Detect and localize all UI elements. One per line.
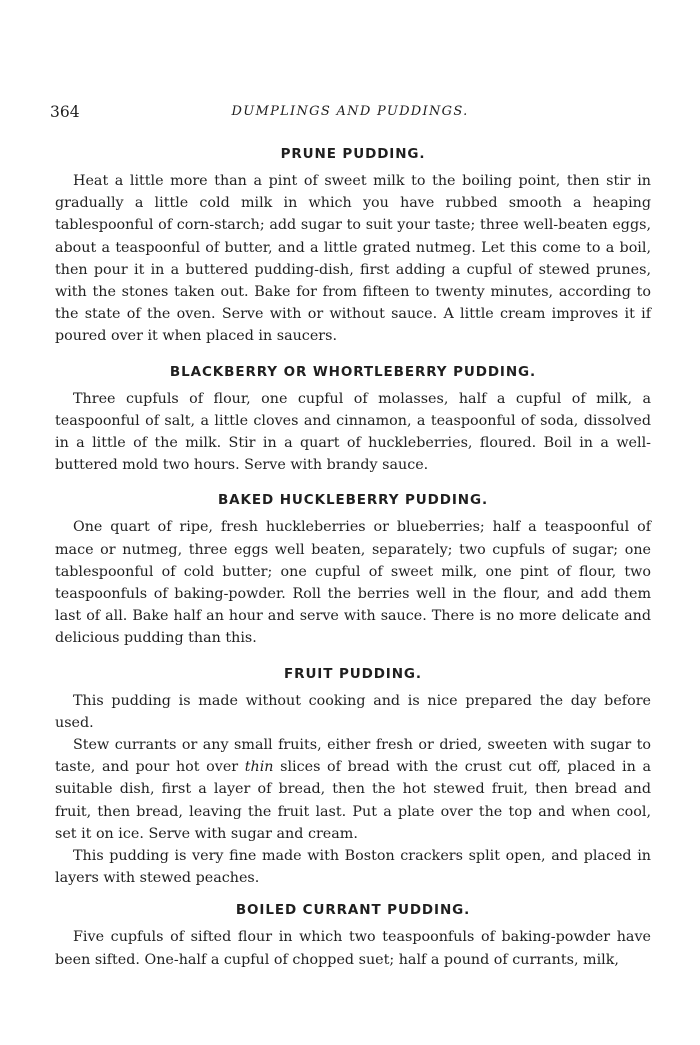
recipe-paragraph: Heat a little more than a pint of sweet milk to the boiling point, then stir in gradually a little cold milk in which you have rubbed smooth a heaping tablespoonful of corn-starch; add sugar to suit your taste; three well-beaten eggs, about a teaspoonful of butter, and a little grated nutmeg. Let this come to a boil, then pour it in a buttered pudding-dish, first adding a cupful of stewed prunes, with the stones taken out. Bake for from fifteen to twenty minutes, according to the state of the oven. Serve with or without sauce. A little cream improves it if poured over it when placed in saucers.	[55, 173, 651, 345]
recipe-prune-pudding	[55, 146, 651, 348]
running-head: DUMPLINGS AND PUDDINGS.	[231, 104, 469, 119]
recipe-baked-huckleberry-pudding	[55, 492, 651, 649]
recipe-paragraph: This pudding is very fine made with Boston crackers split open, and placed in layers with stewed peaches.	[55, 848, 651, 887]
recipe-paragraph	[55, 734, 651, 845]
recipe-title: BAKED HUCKLEBERRY PUDDING.	[217, 492, 489, 509]
text-run: slices of bread with the crust cut off, placed in a suitable dish, first a layer of bread, then the hot stewed fruit, then bread and fruit, then bread, leaving the fruit last. Put a plate over the top and when cool, set it on ice. Serve with sugar and cream.	[55, 759, 651, 842]
page-number: 364	[50, 103, 80, 121]
italic-word: thin	[244, 759, 274, 776]
recipe-fruit-pudding	[55, 666, 651, 890]
recipe-blackberry-pudding	[55, 364, 651, 477]
recipe-title: FRUIT PUDDING.	[284, 665, 422, 682]
recipe-boiled-currant-pudding	[55, 902, 651, 970]
recipe-paragraph: Three cupfuls of flour, one cupful of molasses, half a cupful of milk, a teaspoonful of salt, a little cloves and cinnamon, a teaspoonful of soda, dissolved in a little of the milk. Stir in a quart of huckleberries, floured. Boil in a well-buttered mold two hours. Serve with brandy sauce.	[55, 390, 651, 474]
recipe-title: BOILED CURRANT PUDDING.	[235, 902, 471, 919]
recipe-paragraph: This pudding is made without cooking and is nice prepared the day before used.	[55, 692, 651, 731]
text-run: Stew currants or any small fruits, either fresh or dried, sweeten with sugar to taste, and pour hot over	[55, 737, 651, 776]
section-spacer	[55, 348, 651, 364]
recipe-paragraph: Five cupfuls of sifted flour in which two teaspoonfuls of baking-powder have been sifted. One-half a cupful of chopped suet; half a pound of currants, milk,	[55, 929, 651, 968]
section-spacer	[55, 476, 651, 492]
section-spacer	[55, 889, 651, 902]
recipe-title: BLACKBERRY OR WHORTLEBERRY PUDDING.	[169, 363, 537, 380]
page-header	[50, 103, 650, 127]
recipe-paragraph: One quart of ripe, fresh huckleberries or blueberries; half a teaspoonful of mace or nutmeg, three eggs well beaten, separately; two cupfuls of sugar; one tablespoonful of cold butter; one cupful of sweet milk, one pint of flour, two teaspoonfuls of baking-powder. Roll the berries well in the flour, and add them last of all. Bake half an hour and serve with sauce. There is no more delicate and delicious pudding than this.	[55, 519, 651, 647]
page-body	[55, 146, 651, 971]
section-spacer	[55, 650, 651, 666]
recipe-title: PRUNE PUDDING.	[280, 146, 426, 162]
